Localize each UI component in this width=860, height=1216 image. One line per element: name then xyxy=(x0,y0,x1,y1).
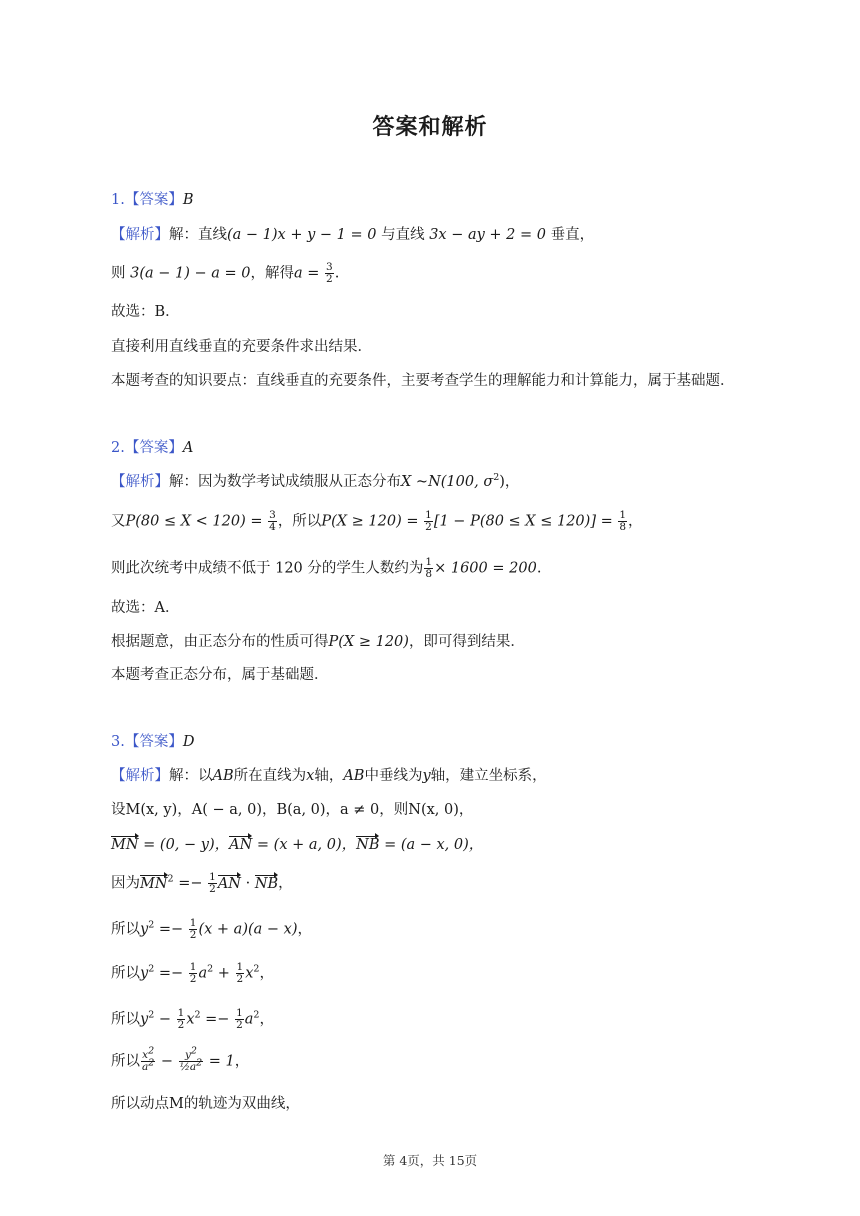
text: ， xyxy=(259,1011,274,1028)
text: ，所以 xyxy=(277,513,322,530)
text: 解：以 xyxy=(169,768,213,784)
text: 则此次统考中成绩不低于 120 分的学生人数约为 xyxy=(111,560,424,577)
q3-analysis-line3 xyxy=(111,835,483,855)
equation: AB xyxy=(343,768,365,784)
q2-analysis-line4: 故选：A． xyxy=(111,600,180,616)
fraction: $\frac{1}{2}$ xyxy=(236,961,244,985)
text: 中垂线为 xyxy=(364,768,423,784)
q1-analysis-line2 xyxy=(111,262,339,285)
q2-answer-line xyxy=(111,438,193,458)
text: 又 xyxy=(111,513,126,530)
equation: = (x + a, 0)， xyxy=(252,837,357,853)
text: 所在直线为 xyxy=(233,768,307,784)
q1-analysis-tag: 【解析】 xyxy=(111,227,169,243)
text: 轴， xyxy=(314,768,344,784)
equation: y xyxy=(140,921,149,938)
fraction-numerator: 1 xyxy=(425,556,433,568)
vector: AN xyxy=(229,837,253,853)
fraction-numerator: 1 xyxy=(425,509,432,521)
text: ， xyxy=(278,875,293,892)
fraction xyxy=(325,262,334,285)
q2-analysis-line6: 本题考查正态分布，属于基础题． xyxy=(111,667,329,683)
q1-analysis-line5: 本题考查的知识要点：直线垂直的充要条件，主要考查学生的理解能力和计算能力，属于基础题． xyxy=(111,373,735,389)
text: ，解得 xyxy=(250,265,294,282)
fraction-numerator: 3 xyxy=(326,261,333,273)
fraction-numerator: 3 xyxy=(269,509,276,521)
equation: = 1 xyxy=(204,1053,235,1070)
text: ， xyxy=(297,921,312,938)
equation: = (0, − y)， xyxy=(138,837,230,853)
q3-analysis-line9: 所以动点M的轨迹为双曲线， xyxy=(111,1096,300,1112)
fraction-denominator: 2 xyxy=(326,273,333,285)
q1-analysis-line1 xyxy=(111,225,594,245)
text: ， xyxy=(259,965,274,982)
q3-analysis-line5: 所以$y^2$ =− $\frac{1}{2}$ (x + a)(a − x)， xyxy=(111,917,312,941)
text: ， xyxy=(628,513,643,530)
q3-answer-tag: 【答案】 xyxy=(124,734,183,750)
fraction-denominator: 8 xyxy=(425,568,433,580)
equation: 3(a − 1) − a = 0 xyxy=(130,265,251,282)
fraction: $\frac{1}{2}$ xyxy=(209,871,216,895)
page-footer: 第 4页，共 15页 xyxy=(382,1153,478,1168)
q2-analysis-line3 xyxy=(111,557,541,580)
fraction: $\frac{1}{2}$ xyxy=(236,1007,243,1031)
fraction: $\frac{1}{2}$ xyxy=(177,1007,185,1031)
q3-analysis-line6: 所以$y^2$ =− $\frac{1}{2}$ $a^2$ + $\frac{1}{2}$ $x^2$， xyxy=(111,961,274,985)
vector: AN xyxy=(217,875,241,892)
text: 所以 xyxy=(111,921,140,938)
fraction: $\frac{1}{2}$ xyxy=(189,917,197,941)
q2-analysis-line2 xyxy=(111,510,643,533)
fraction xyxy=(424,557,433,580)
q2-analysis-line5 xyxy=(111,632,525,652)
text: 轴，建立坐标系， xyxy=(430,768,547,784)
fraction-denominator: 2 xyxy=(425,521,432,533)
fraction: $\frac{x^2}{a^2}$ xyxy=(142,1045,155,1073)
text: 所以 xyxy=(111,1011,140,1028)
q3-analysis-tag: 【解析】 xyxy=(111,768,169,784)
equation: P(X ≥ 120) = xyxy=(321,513,424,530)
equation: [1 − P(80 ≤ X ≤ 120)] = xyxy=(433,513,618,530)
text: 所以 xyxy=(111,1053,140,1070)
text: 则 xyxy=(111,265,131,282)
text: . xyxy=(334,265,340,282)
text: 根据题意，由正态分布的性质可得 xyxy=(111,634,329,650)
q3-analysis-line8: 所以 $\frac{x^2}{a^2}$ − $\frac{y^2}{\frac{1}{2}a^2}$ = 1， xyxy=(111,1045,250,1073)
vector: MN xyxy=(111,837,139,853)
text: 垂直， xyxy=(546,227,595,243)
text: 解：因为数学考试成绩服从正态分布 xyxy=(169,474,401,490)
fraction-denominator: 8 xyxy=(619,521,627,533)
equation: × 1600 = 200 xyxy=(434,560,537,577)
fraction xyxy=(424,510,433,533)
text: 因为 xyxy=(111,875,140,892)
q1-analysis-line4: 直接利用直线垂直的充要条件求出结果． xyxy=(111,339,372,355)
equation: (x + a)(a − x) xyxy=(198,921,298,938)
fraction xyxy=(268,510,277,533)
vector: NB xyxy=(254,875,279,892)
text: ，即可得到结果． xyxy=(408,634,525,650)
equation: =− xyxy=(154,921,188,938)
equation: (a − 1)x + y − 1 = 0 xyxy=(227,227,377,243)
q3-analysis-line1 xyxy=(111,766,547,786)
text: )， xyxy=(499,474,520,490)
text: · xyxy=(240,875,255,892)
q3-analysis-line7: 所以$y^2$ − $\frac{1}{2}$ $x^2$ =− $\frac{1}{2}$ $a^2$， xyxy=(111,1007,274,1031)
equation: x xyxy=(306,768,315,784)
q3-analysis-line4: 因为$MN^2$ =− $\frac{1}{2}$ AN · NB， xyxy=(111,871,293,895)
fraction xyxy=(618,510,627,533)
vector: MN xyxy=(140,875,168,892)
fraction: $\frac{1}{2}$ xyxy=(189,961,197,985)
q3-analysis-line2: 设M(x, y)，A( − a, 0)，B(a, 0)，a ≠ 0，则N(x, 0)， xyxy=(111,802,474,818)
equation: AB xyxy=(212,768,234,784)
q3-answer-line xyxy=(111,732,194,752)
q2-answer-tag: 【答案】 xyxy=(124,440,183,456)
text: ， xyxy=(234,1053,250,1070)
vector: NB xyxy=(356,837,380,853)
equation: a = xyxy=(294,265,325,282)
q2-analysis-line1: 【解析】解：因为数学考试成绩服从正态分布X ~N(100, $\sigma^2$)， xyxy=(111,472,520,490)
equation: = (a − x, 0)， xyxy=(379,837,484,853)
equation: =− xyxy=(173,875,208,892)
q1-answer-tag: 【答案】 xyxy=(124,192,183,208)
q1-answer-line xyxy=(111,190,194,210)
page-title: 答案和解析 xyxy=(372,115,488,140)
q2-analysis-tag: 【解析】 xyxy=(111,474,169,490)
q3-number: 3. xyxy=(111,734,125,750)
q1-analysis-line3: 故选：B． xyxy=(111,304,180,320)
q2-number: 2. xyxy=(111,440,125,456)
text: 解：直线 xyxy=(169,227,227,243)
equation: P(X ≥ 120) xyxy=(328,634,409,650)
equation: X ~N(100, σ xyxy=(401,474,494,490)
q1-number: 1. xyxy=(111,192,125,208)
fraction-numerator: 1 xyxy=(619,509,627,521)
text: 所以 xyxy=(111,965,140,982)
equation: 3x − ay + 2 = 0 xyxy=(429,227,546,243)
equation: P(80 ≤ X < 120) = xyxy=(125,513,268,530)
q3-answer: D xyxy=(182,734,195,750)
q1-answer: B xyxy=(182,192,194,208)
fraction-denominator: 4 xyxy=(269,521,276,533)
q2-answer: A xyxy=(182,440,194,456)
text: . xyxy=(536,560,542,577)
fraction: $\frac{y^2}{\frac{1}{2}a^2}$ xyxy=(179,1045,203,1073)
text: 与直线 xyxy=(376,227,430,243)
equation: y xyxy=(422,768,431,784)
